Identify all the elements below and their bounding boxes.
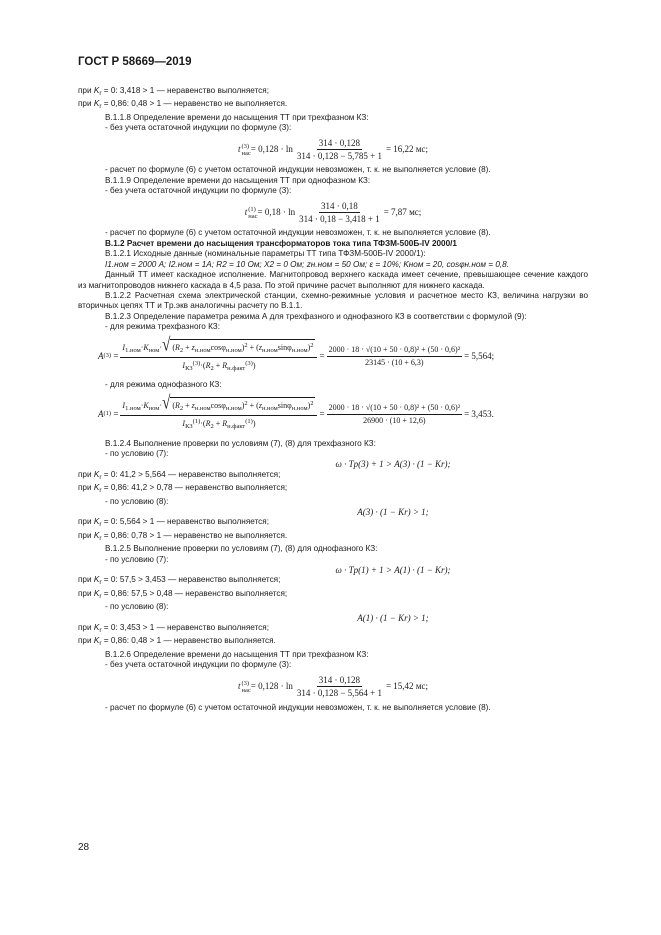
condition-7-three-phase: ω · Tр(3) + 1 > A(3) · (1 − Kr); xyxy=(335,459,451,470)
section-heading: В.1.1.8 Определение времени до насыщения ТТ при трехфазном КЗ: xyxy=(105,112,369,122)
result-line: при $K_r = 0$: 3,453 > 1 — неравенство выполняется; xyxy=(78,623,269,635)
result-line: при $K_r = 0,86$: 57,5 > 0,48 — неравенство выполняется; xyxy=(78,588,288,600)
section-heading-bold: В.1.2 Расчет времени до насыщения трансформаторов тока типа ТФЗМ-500Б-IV 2000/1 xyxy=(105,238,457,248)
paragraph: - без учета остаточной индукции по формуле (3): xyxy=(105,660,292,670)
paragraph: - по условию (7): xyxy=(105,554,169,564)
parameters-line: I1.ном = 2000 А; I2.ном = 1А; R2 = 10 Ом; X2 = 0 Ом; zн.ном = 50 Ом; ε = 10%; Kном = 20, cosφн.ном = 0,8. xyxy=(105,259,509,269)
condition-8-single-phase: A(1) · (1 − Kr) > 1; xyxy=(357,612,429,623)
section-heading: В.1.2.4 Выполнение проверки по условиям (7), (8) для трехфазного КЗ: xyxy=(105,438,376,448)
result-line: при $K_r = 0$: 5,564 > 1 — неравенство выполняется; xyxy=(78,517,269,529)
paragraph: - без учета остаточной индукции по формуле (3): xyxy=(105,123,292,133)
paragraph: - без учета остаточной индукции по формуле (3): xyxy=(105,186,292,196)
formula-a1: A (1) = $I_{1.ном}\cdot K_{ном}\cdot$ √ $(R_2 + z_{н.ном}\cos\varphi_{н.ном})^2 + (z_{н.ном}\sin\varphi_{н.ном})^2$ $I_{КЗ}^{(1)}\cdot(R_2 + R_{н.факт}^{(1)})$ = $\frac{\text{2000 · 18 · √(10 + 50 · 0,8)² + (50 · 0,6)²}}{26900 \cdot (10 + 12,6)}$ = 3,453. xyxy=(98,393,494,431)
result-line: при $K_r = 0$: 41,2 > 5,564 — неравенство выполняется; xyxy=(78,469,281,481)
formula-a3: A (3) = $I_{1.ном}\cdot K_{ном}\cdot$ √ $(R_2 + z_{н.ном}\cos\varphi_{н.ном})^2 + (z_{н.ном}\sin\varphi_{н.ном})^2$ $I_{КЗ}^{(3)}\cdot(R_2 + R_{н.факт}^{(3)})$ = $\frac{\text{2000 · 18 · √(10 + 50 · 0,8)² + (50 · 0,6)²}}{23145 \cdot (10 + 6,3)}$ = 5,564; xyxy=(98,335,495,372)
result-line: при $K_r = 0,86$: 41,2 > 0,78 — неравенство выполняется; xyxy=(78,483,288,495)
paragraph: Данный ТТ имеет каскадное исполнение. Магнитопровод верхнего каскада имеет сечение, превышающее сечение каждого из магнитопроводов нижнего каскада в 4,5 раза. По этой причине расчет выполняют для нижнего каскада. xyxy=(78,270,588,290)
condition-8-three-phase: A(3) · (1 − Kr) > 1; xyxy=(357,507,429,517)
section-heading: В.1.2.3 Определение параметра режима А для трехфазного и однофазного КЗ в соответствии с формулой (9): xyxy=(105,311,527,321)
result-line: при $K_r = 0$: 57,5 > 3,453 — неравенство выполняется; xyxy=(78,575,281,587)
paragraph: - расчет по формуле (6) с учетом остаточной индукции невозможен, т. к. не выполняется условие (8). xyxy=(105,165,491,175)
section-heading: В.1.2.5 Выполнение проверки по условиям (7), (8) для однофазного КЗ: xyxy=(105,544,378,554)
formula-t3-saturation-2: t (3) нас = 0,128 · ln $\frac{314 \cdot 0,128}{314 \cdot 0,128 - 5,564 + 1}$ = 15,42 мс; xyxy=(237,674,429,699)
page-header-title: ГОСТ Р 58669—2019 xyxy=(78,56,192,68)
paragraph: - для режима однофазного КЗ: xyxy=(105,380,222,390)
result-line: при $K_r = 0$: 3,418 > 1 — неравенство выполняется; xyxy=(78,86,269,97)
paragraph: - по условию (8): xyxy=(105,496,169,506)
formula-t1-saturation: t (1) нас = 0,18 · ln $\frac{314 \cdot 0,18}{314 \cdot 0,18 - 3,418 + 1}$ = 7,87 мс; xyxy=(244,200,422,225)
result-line: при $K_r = 0,86$: 0,48 > 1 — неравенство не выполняется. xyxy=(78,99,288,111)
condition-7-single-phase: ω · Tр(1) + 1 > A(1) · (1 − Kr); xyxy=(335,565,451,576)
paragraph: - по условию (8): xyxy=(105,602,169,612)
section-heading: В.1.2.6 Определение времени до насыщения ТТ при трехфазном КЗ: xyxy=(105,649,369,659)
document-body xyxy=(78,86,588,713)
page-number: 28 xyxy=(78,842,90,853)
result-line: при $K_r = 0,86$: 0,78 > 1 — неравенство не выполняется. xyxy=(78,530,288,542)
paragraph: - расчет по формуле (6) с учетом остаточной индукции невозможен, т. к. не выполняется условие (8). xyxy=(105,228,491,238)
section-heading: В.1.1.9 Определение времени до насыщения ТТ при однофазном КЗ: xyxy=(105,175,371,185)
paragraph: В.1.2.2 Расчетная схема электрической станции, схемно-режимные условия и расчетное место КЗ, величина нагрузки во вторичных цепях ТТ и Tр.экв аналогичны расчету по В.1.1. xyxy=(78,290,588,311)
formula-t3-saturation: t (3) нас = 0,128 · ln $\frac{314 \cdot 0,128}{314 \cdot 0,128 - 5,785 + 1}$ = 16,22 мс; xyxy=(237,137,429,162)
paragraph: - по условию (7): xyxy=(105,448,169,458)
paragraph: - для режима трехфазного КЗ: xyxy=(105,322,221,332)
section-heading: В.1.2.1 Исходные данные (номинальные параметры ТТ типа ТФЗМ-500Б-IV 2000/1): xyxy=(105,249,426,259)
result-line: при $K_r = 0,86$: 0,48 > 1 — неравенство выполняется. xyxy=(78,636,276,648)
paragraph: - расчет по формуле (6) с учетом остаточной индукции невозможен, т. к. не выполняется условие (8). xyxy=(105,702,491,712)
